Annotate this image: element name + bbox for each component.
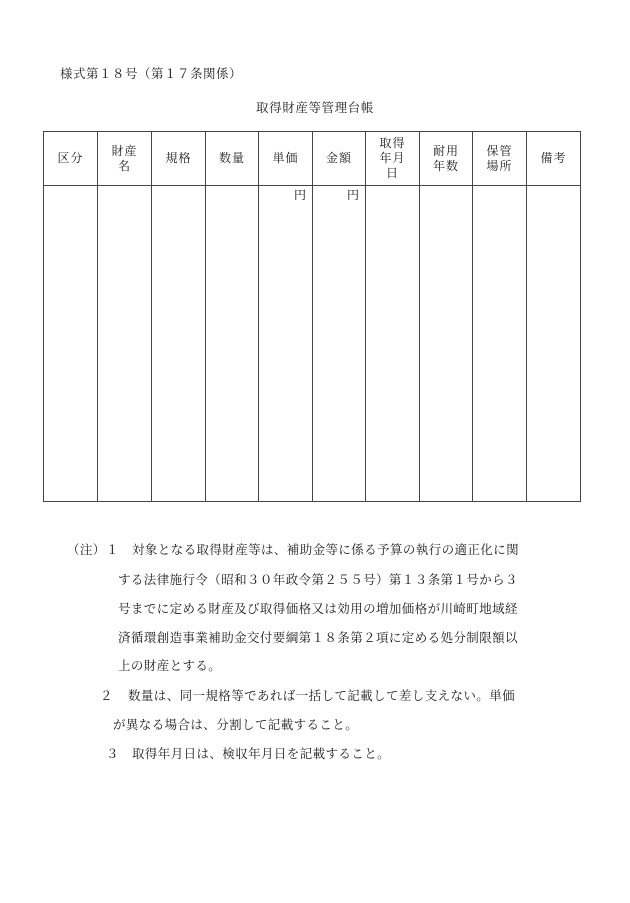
note-2-line-1: 数量は、同一規格等であれば一括して記載して差し支えない。単価 — [128, 688, 516, 703]
header-row — [44, 132, 581, 186]
cell-storage-location[interactable] — [473, 186, 527, 502]
unit-yen-label: 円 — [293, 188, 306, 202]
note-number-3: ３ — [106, 746, 119, 761]
header-amount: 金額 — [313, 132, 366, 186]
unit-yen-label: 円 — [346, 188, 359, 202]
document-title: 取得財産等管理台帳 — [256, 100, 374, 115]
note-3-line-1: 取得年月日は、検収年月日を記載すること。 — [132, 746, 391, 761]
header-acquisition-date: 取得 年月 日 — [366, 132, 420, 186]
cell-category[interactable] — [44, 186, 98, 502]
header-useful-life: 耐用 年数 — [420, 132, 473, 186]
note-1-line-3: 号までに定める財産及び取得価格又は効用の増加価格が川崎町地域経 — [118, 601, 518, 616]
note-1-line-2: する法律施行令（昭和３０年政令第２５５号）第１３条第１号から３ — [118, 572, 518, 587]
header-asset-name: 財産 名 — [98, 132, 152, 186]
header-storage-location: 保管 場所 — [473, 132, 527, 186]
table-row — [44, 186, 581, 502]
cell-specification[interactable] — [152, 186, 206, 502]
cell-unit-price[interactable] — [259, 186, 313, 502]
cell-useful-life[interactable] — [420, 186, 473, 502]
header-unit-price: 単価 — [259, 132, 313, 186]
note-1-line-4: 済循環創造事業補助金交付要綱第１８条第２項に定める処分制限額以 — [118, 630, 518, 645]
cell-acquisition-date[interactable] — [366, 186, 420, 502]
header-quantity: 数量 — [206, 132, 259, 186]
note-1-line-1: 対象となる取得財産等は、補助金等に係る予算の執行の適正化に関 — [132, 542, 520, 557]
header-specification: 規格 — [152, 132, 206, 186]
cell-remarks[interactable] — [527, 186, 581, 502]
note-number-2: ２ — [100, 688, 113, 703]
cell-asset-name[interactable] — [98, 186, 152, 502]
cell-amount[interactable] — [313, 186, 366, 502]
note-1-line-5: 上の財産とする。 — [118, 658, 222, 673]
cell-quantity[interactable] — [206, 186, 259, 502]
note-2-line-2: が異なる場合は、分割して記載すること。 — [113, 717, 359, 732]
notes-label: （注） — [67, 542, 106, 557]
form-number: 様式第１８号（第１７条関係） — [60, 66, 243, 81]
note-number-1: １ — [106, 542, 119, 557]
asset-ledger-table — [43, 131, 581, 502]
header-category: 区分 — [44, 132, 98, 186]
header-remarks: 備考 — [527, 132, 581, 186]
